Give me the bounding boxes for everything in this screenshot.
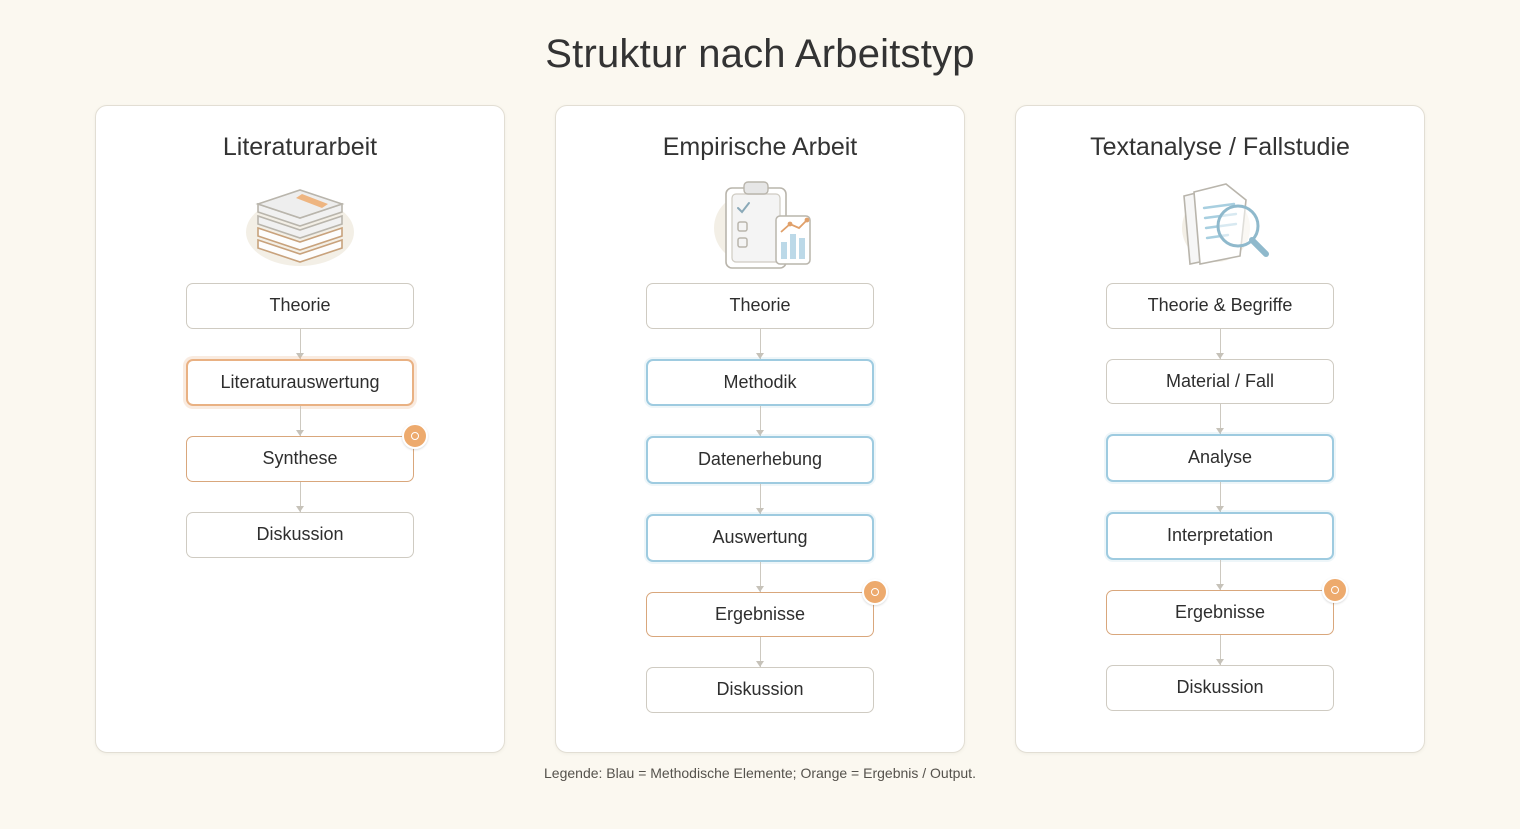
flow-node[interactable]: Auswertung [646, 514, 874, 562]
flow-connector [1220, 635, 1221, 665]
flow-connector [760, 406, 761, 436]
card-title: Empirische Arbeit [662, 133, 858, 161]
output-marker-icon [402, 423, 428, 449]
flow-literaturarbeit [136, 283, 464, 557]
flow-node[interactable]: Literaturauswertung [186, 359, 414, 407]
flow-connector [760, 329, 761, 359]
flow-connector [760, 637, 761, 667]
flow-connector [1220, 404, 1221, 434]
legend-text: Legende: Blau = Methodische Elemente; Orange = Ergebnis / Output. [544, 765, 976, 781]
flow-node[interactable]: Theorie [646, 283, 874, 329]
flow-textanalyse [1056, 283, 1384, 711]
flow-connector [300, 406, 301, 436]
card-title: Literaturarbeit [222, 133, 378, 161]
flow-node[interactable]: Methodik [646, 359, 874, 407]
card-title: Textanalyse / Fallstudie [1090, 133, 1350, 161]
card-textanalyse-fallstudie [1015, 105, 1425, 753]
flow-node[interactable]: Theorie & Begriffe [1106, 283, 1334, 329]
output-marker-icon [1322, 577, 1348, 603]
flow-node[interactable]: Analyse [1106, 434, 1334, 482]
page-title: Struktur nach Arbeitstyp [545, 32, 975, 76]
flow-connector [300, 482, 301, 512]
columns-container [0, 105, 1520, 753]
flow-node[interactable]: Datenerhebung [646, 436, 874, 484]
flow-connector [760, 562, 761, 592]
flow-empirische-arbeit [596, 283, 924, 713]
flow-connector [1220, 482, 1221, 512]
flow-node[interactable]: Theorie [186, 283, 414, 329]
flow-node-label: Ergebnisse [714, 603, 806, 624]
flow-node[interactable]: Interpretation [1106, 512, 1334, 560]
flow-node[interactable]: Diskussion [186, 512, 414, 558]
card-literaturarbeit [95, 105, 505, 753]
book-stack-icon [230, 169, 370, 281]
document-magnifier-icon [1150, 169, 1290, 281]
flow-connector [760, 484, 761, 514]
flow-node[interactable]: Diskussion [646, 667, 874, 713]
flow-node-label: Ergebnisse [1174, 601, 1266, 622]
flow-node[interactable] [1106, 590, 1334, 636]
card-empirische-arbeit [555, 105, 965, 753]
flow-connector [300, 329, 301, 359]
flow-node[interactable]: Material / Fall [1106, 359, 1334, 405]
flow-node[interactable] [646, 592, 874, 638]
clipboard-chart-icon [690, 169, 830, 281]
output-marker-icon [862, 579, 888, 605]
flow-connector [1220, 329, 1221, 359]
flow-node[interactable]: Diskussion [1106, 665, 1334, 711]
flow-node-label: Synthese [262, 448, 338, 469]
flow-node[interactable] [186, 436, 414, 482]
flow-connector [1220, 560, 1221, 590]
